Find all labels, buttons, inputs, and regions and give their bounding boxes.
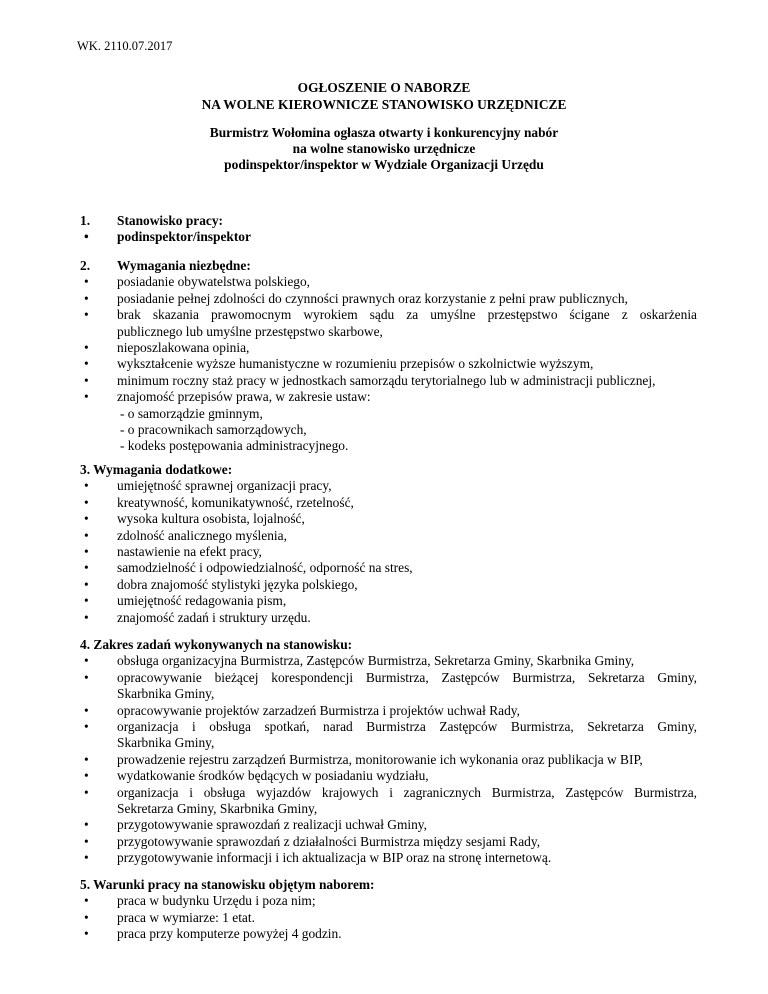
section-heading: [77, 258, 697, 274]
bullet-icon: •: [84, 576, 89, 592]
bullet-icon: •: [84, 817, 89, 833]
bullet-icon: •: [84, 833, 89, 849]
section-number: 2.: [80, 258, 91, 273]
list-item: • nastawienie na efekt pracy,: [84, 544, 262, 560]
bullet-icon: •: [84, 340, 89, 356]
section-title: Wymagania niezbędne:: [117, 258, 251, 273]
list-item: • wykształcenie wyższe humanistyczne w rozumieniu przepisów o szkolnictwie wyższym,: [84, 356, 594, 372]
list-item: • posiadanie pełnej zdolności do czynności prawnych oraz korzystanie z pełni praw publicznych,: [84, 290, 628, 306]
bullet-icon: •: [84, 669, 89, 685]
list-item: • dobra znajomość stylistyki języka polskiego,: [84, 576, 358, 592]
section-position: [77, 213, 697, 246]
section-heading: [77, 877, 697, 893]
bullet-icon: •: [84, 850, 89, 866]
list-item-continuation: Skarbnika Gminy,: [117, 735, 215, 751]
list-item: • organizacja i obsługa spotkań, narad Burmistrza Zastępców Burmistrza, Sekretarza Gminy,: [84, 719, 697, 735]
list-item: • praca w wymiarze: 1 etat.: [84, 909, 255, 925]
list-item: • umiejętność redagowania pism,: [84, 593, 287, 609]
bullet-icon: •: [84, 719, 89, 735]
list-item: • znajomość przepisów prawa, w zakresie ustaw:: [84, 389, 371, 405]
bullet-icon: •: [84, 527, 89, 543]
list-item: • organizacja i obsługa wyjazdów krajowych i zagranicznych Burmistrza, Zastępców Burmistrza,: [84, 784, 697, 800]
list-item-continuation: Skarbnika Gminy,: [117, 686, 215, 702]
announcement-title-line-2: NA WOLNE KIEROWNICZE STANOWISKO URZĘDNICZE: [201, 97, 567, 112]
section-heading: [77, 213, 697, 229]
bullet-icon: •: [84, 478, 89, 494]
list-item: • zdolność analicznego myślenia,: [84, 527, 287, 543]
list-item: • przygotowywanie sprawozdań z realizacji uchwał Gminy,: [84, 817, 427, 833]
list-item: • opracowywanie bieżącej korespondencji Burmistrza, Zastępców Burmistrza, Sekretarza Gminy,: [84, 669, 697, 685]
bullet-icon: •: [84, 653, 89, 669]
list-item: • praca w budynku Urzędu i poza nim;: [84, 893, 316, 909]
bullet-icon: •: [84, 909, 89, 925]
law-subitem: - o samorządzie gminnym,: [120, 405, 263, 421]
bullet-icon: •: [84, 229, 89, 245]
list-item: • samodzielność i odpowiedzialność, odporność na stres,: [84, 560, 413, 576]
bullet-icon: •: [84, 389, 89, 405]
section-duties: [77, 637, 697, 867]
list-item: • posiadanie obywatelstwa polskiego,: [84, 274, 311, 290]
bullet-icon: •: [84, 494, 89, 510]
list-item: • minimum roczny staż pracy w jednostkach samorządu terytorialnego lub w administracji publicznej,: [84, 372, 656, 388]
bullet-icon: •: [84, 609, 89, 625]
bullet-icon: •: [84, 544, 89, 560]
list-item-continuation: Sekretarza Gminy, Skarbnika Gminy,: [117, 801, 318, 817]
list-item: • przygotowywanie informacji i ich aktualizacja w BIP oraz na stronę internetową.: [84, 850, 552, 866]
section-number: 1.: [80, 213, 91, 228]
bullet-icon: •: [84, 372, 89, 388]
section-title: 3. Wymagania dodatkowe:: [80, 462, 233, 477]
section-title: Stanowisko pracy:: [117, 213, 224, 228]
list-item: • znajomość zadań i struktury urzędu.: [84, 609, 311, 625]
subtitle-line-1: Burmistrz Wołomina ogłasza otwarty i konkurencyjny nabór: [209, 125, 559, 140]
subtitle-line-3: podinspektor/inspektor w Wydziale Organizacji Urzędu: [224, 157, 544, 172]
announcement-title-line-1: OGŁOSZENIE O NABORZE: [297, 80, 471, 95]
list-item: • przygotowywanie sprawozdań z działalności Burmistrza między sesjami Rady,: [84, 833, 541, 849]
list-item: • brak skazania prawomocnym wyrokiem sądu za umyślne przestępstwo ścigane z oskarżenia: [84, 307, 697, 323]
list-item: • wydatkowanie środków będących w posiadaniu wydziału,: [84, 768, 429, 784]
law-subitem: - kodeks postępowania administracyjnego.: [120, 438, 349, 454]
list-item: • wysoka kultura osobista, lojalność,: [84, 511, 305, 527]
list-item: • prowadzenie rejestru zarządzeń Burmistrza, monitorowanie ich wykonania oraz publikacja w BIP,: [84, 751, 643, 767]
bullet-icon: •: [84, 290, 89, 306]
law-subitem: - o pracownikach samorządowych,: [120, 422, 307, 438]
list-item: • obsługa organizacyjna Burmistrza, Zastępców Burmistrza, Sekretarza Gminy, Skarbnika Gminy,: [84, 653, 635, 669]
bullet-icon: •: [84, 702, 89, 718]
list-item: • podinspektor/inspektor: [84, 229, 251, 245]
bullet-icon: •: [84, 560, 89, 576]
section-heading: [77, 462, 697, 478]
list-item: • kreatywność, komunikatywność, rzetelność,: [84, 494, 354, 510]
section-title: 4. Zakres zadań wykonywanych na stanowisku:: [80, 637, 353, 652]
list-item: • umiejętność sprawnej organizacji pracy,: [84, 478, 332, 494]
bullet-icon: •: [84, 893, 89, 909]
bullet-icon: •: [84, 751, 89, 767]
list-item: • opracowywanie projektów zarzadzeń Burmistrza i projektów uchwał Rady,: [84, 702, 520, 718]
bullet-icon: •: [84, 926, 89, 942]
document-reference: WK. 2110.07.2017: [77, 39, 173, 53]
section-title: 5. Warunki pracy na stanowisku objętym naborem:: [80, 877, 375, 892]
section-work-conditions: [77, 877, 697, 943]
list-item: • praca przy komputerze powyżej 4 godzin.: [84, 926, 342, 942]
list-item-continuation: publicznego lub umyślne przestępstwo skarbowe,: [117, 323, 383, 339]
bullet-icon: •: [84, 784, 89, 800]
bullet-icon: •: [84, 768, 89, 784]
bullet-icon: •: [84, 356, 89, 372]
subtitle-line-2: na wolne stanowisko urzędnicze: [292, 141, 476, 156]
bullet-icon: •: [84, 274, 89, 290]
list-item: • nieposzlakowana opinia,: [84, 340, 250, 356]
section-heading: [77, 637, 697, 653]
bullet-icon: •: [84, 511, 89, 527]
section-additional-requirements: [77, 462, 697, 626]
bullet-icon: •: [84, 307, 89, 323]
bullet-icon: •: [84, 593, 89, 609]
section-requirements: [77, 258, 697, 455]
